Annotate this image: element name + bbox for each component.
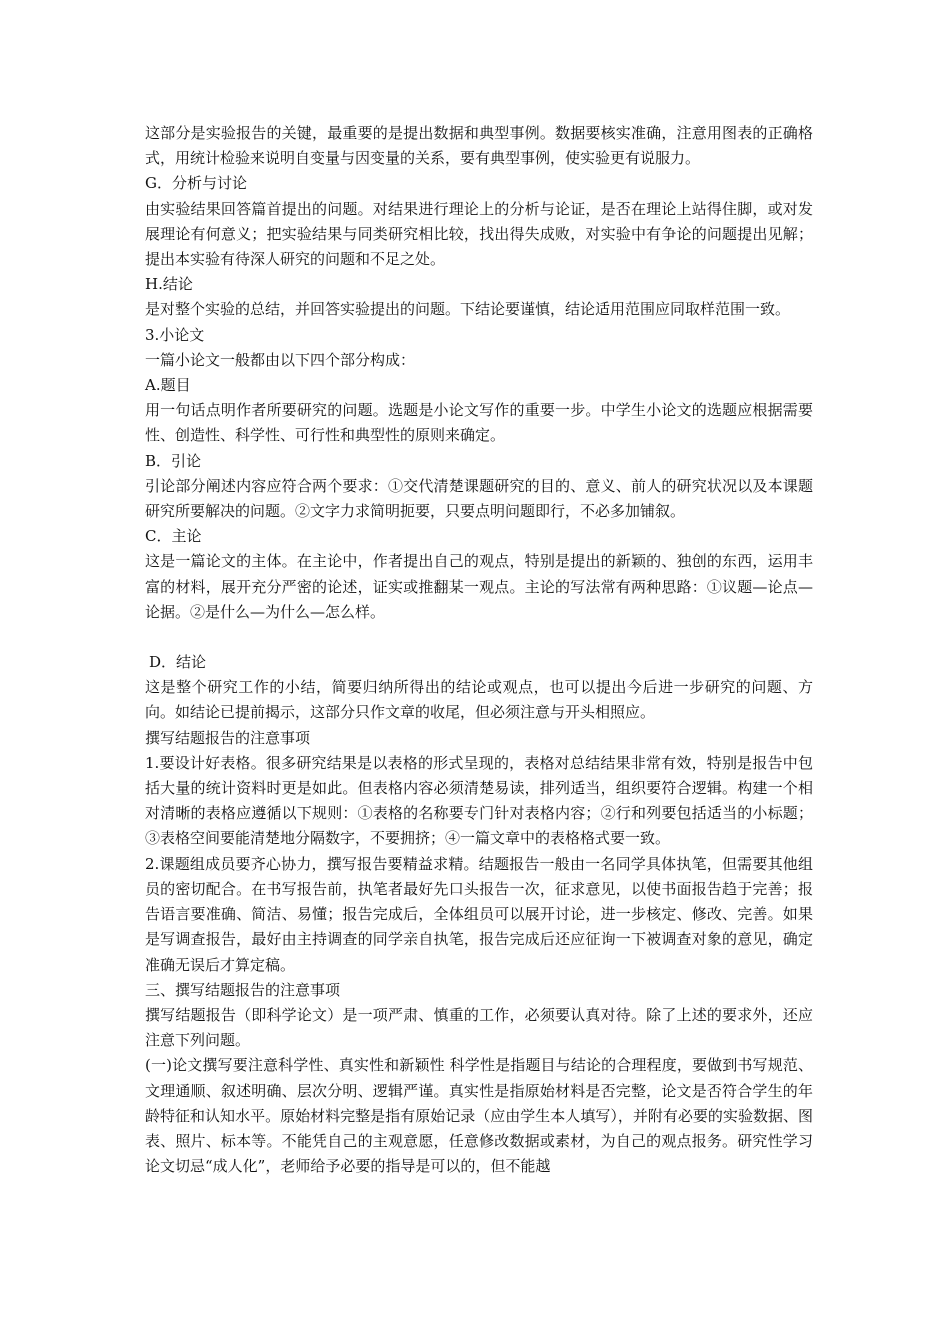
section-heading-title: A.题目 [145,376,191,395]
main-body-paragraph: 这是一篇论文的主体。在主论中，作者提出自己的观点，特别是提出的新颖的、独创的东西，运用丰富的材料，展开充分严密的论述，证实或推翻某一观点。主论的写法常有两种思路：①议题—论点—论据。②是什么—为什么—怎么样。 [145,552,813,621]
section-heading-main-body: C．主论 [145,527,202,546]
document-page [145,121,813,1179]
section-heading-h: H.结论 [145,275,193,294]
discussion-paragraph: 由实验结果回答篇首提出的问题。对结果进行理论上的分析与论证，是否在理论上站得住脚，或对发展理论有何意义；把实验结果与同类研究相比较，找出得失成败，对实验中有争论的问题提出见解；提出本实验有待深人研究的问题和不足之处。 [145,199,813,269]
introduction-paragraph: 引论部分阐述内容应符合两个要求：①交代清楚课题研究的目的、意义、前人的研究状况以及本课题研究所要解决的问题。②文字力求简明扼要，只要点明问题即行，不必多加铺叙。 [145,476,813,521]
teamwork-paragraph: 2.课题组成员要齐心协力，撰写报告要精益求精。结题报告一般由一名同学具体执笔，但需要其他组员的密切配合。在书写报告前，执笔者最好先口头报告一次，征求意见，以使书面报告趋于完善；报告语言要准确、简洁、易懂；报告完成后，全体组员可以展开讨论，进一步核定、修改、完善。如果是写调查报告，最好由主持调查的同学亲自执笔，报告完成后还应征询一下被调查对象的意见，确定准确无误后才算定稿。 [145,854,813,974]
table-design-paragraph: 1.要设计好表格。很多研究结果是以表格的形式呈现的，表格对总结结果非常有效，特别是报告中包括大量的统计资料时更是如此。但表格内容必须清楚易读，排列适当，组织要符合逻辑。构建一个相对清晰的表格应遵循以下规则：①表格的名称要专门针对表格内容；②行和列要包括适当的小标题；③表格空间要能清楚地分隔数字，不要拥挤；④一篇文章中的表格格式要一致。 [145,753,813,848]
scientific-paragraph: (一)论文撰写要注意科学性、真实性和新颖性 科学性是指题目与结论的合理程度，要做到书写规范、文理通顺、叙述明确、层次分明、逻辑严谨。真实性是指原始材料是否完整，论文是否符合学生的年龄特征和认知水平。原始材料完整是指有原始记录（应由学生本人填写），并附有必要的实验数据、图表、照片、标本等。不能凭自己的主观意愿，任意修改数据或素材，为自己的观点报务。研究性学习论文切忌“成人化”，老师给予必要的指导是可以的，但不能越 [145,1056,813,1176]
small-paper-intro: 一篇小论文一般都由以下四个部分构成： [145,350,416,369]
section-heading-introduction: B．引论 [145,451,202,470]
section-heading-small-paper: 3.小论文 [145,325,205,344]
section-heading-three: 三、撰写结题报告的注意事项 [145,980,341,999]
section-heading-conclusion: D．结论 [149,653,207,672]
conclusion-paragraph: 是对整个实验的总结，并回答实验提出的问题。下结论要谨慎，结论适用范围应同取样范围一致。 [145,300,791,319]
title-paragraph: 用一句话点明作者所要研究的问题。选题是小论文写作的重要一步。中学生小论文的选题应根据需要性、创造性、科学性、可行性和典型性的原则来确定。 [145,401,813,445]
section-heading-g: G．分析与讨论 [145,174,247,193]
results-paragraph: 这部分是实验报告的关键，最重要的是提出数据和典型事例。数据要核实准确，注意用图表的正确格式，用统计检验来说明自变量与因变量的关系，要有典型事例，使实验更有说服力。 [145,124,813,168]
section-heading-notes: 撰写结题报告的注意事项 [145,728,311,747]
report-writing-paragraph: 撰写结题报告（即科学论文）是一项严肃、慎重的工作，必须要认真对待。除了上述的要求外，还应注意下列问题。 [145,1005,813,1050]
blank-line [145,625,813,650]
summary-paragraph: 这是整个研究工作的小结，简要归纳所得出的结论或观点，也可以提出今后进一步研究的问题、方向。如结论已提前揭示，这部分只作文章的收尾，但必须注意与开头相照应。 [145,678,813,722]
